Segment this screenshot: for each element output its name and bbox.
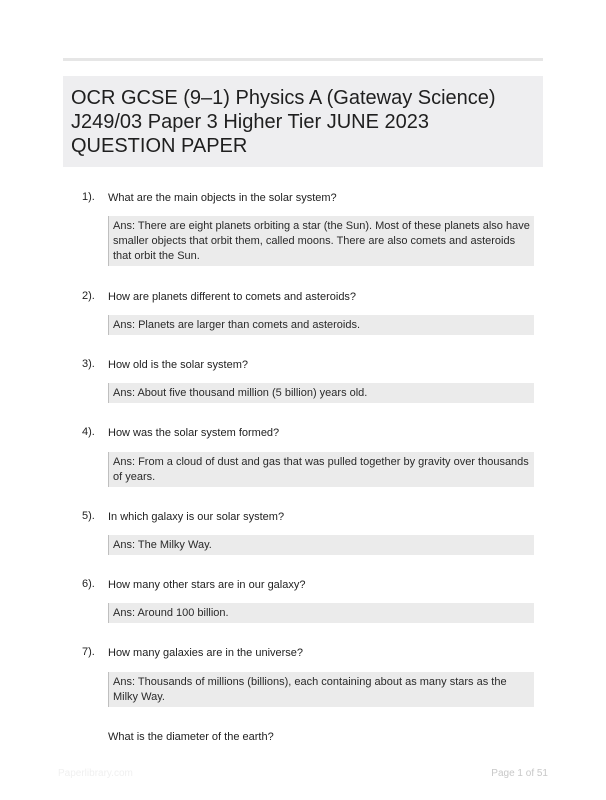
question-number: 2). [82, 290, 95, 302]
document-title: OCR GCSE (9–1) Physics A (Gateway Science) J249/03 Paper 3 Higher Tier JUNE 2023 QUESTION PAPER [71, 87, 496, 157]
trailing-question-text: What is the diameter of the earth? [108, 731, 274, 743]
page-number: Page 1 of 51 [491, 768, 548, 779]
answer-box: Ans: Thousands of millions (billions), each containing about as many stars as the Milky Way. [108, 672, 534, 707]
question-text: In which galaxy is our solar system? [108, 511, 285, 523]
answer-box: Ans: Around 100 billion. [108, 603, 534, 623]
question-text: How was the solar system formed? [108, 427, 280, 439]
answer-box: Ans: About five thousand million (5 billion) years old. [108, 383, 534, 403]
question-number: 6). [82, 578, 95, 590]
question-number: 7). [82, 646, 95, 658]
answer-box: Ans: Planets are larger than comets and asteroids. [108, 315, 534, 335]
title-box [63, 76, 543, 167]
question-text: How old is the solar system? [108, 359, 248, 371]
footer-watermark: Paperlibrary.com [58, 768, 133, 779]
question-number: 4). [82, 426, 95, 438]
top-divider [63, 58, 543, 61]
question-number: 1). [82, 191, 95, 203]
question-text: How many galaxies are in the universe? [108, 647, 304, 659]
answer-box: Ans: From a cloud of dust and gas that was pulled together by gravity over thousands of years. [108, 452, 534, 487]
question-text: What are the main objects in the solar system? [108, 192, 337, 204]
question-text: How many other stars are in our galaxy? [108, 579, 306, 591]
question-number: 5). [82, 510, 95, 522]
answer-box: Ans: The Milky Way. [108, 535, 534, 555]
answer-box: Ans: There are eight planets orbiting a star (the Sun). Most of these planets also have smaller objects that orbit them, called moons. There are also comets and asteroids that orbit the Sun. [108, 216, 534, 266]
question-number: 3). [82, 358, 95, 370]
question-text: How are planets different to comets and asteroids? [108, 291, 357, 303]
